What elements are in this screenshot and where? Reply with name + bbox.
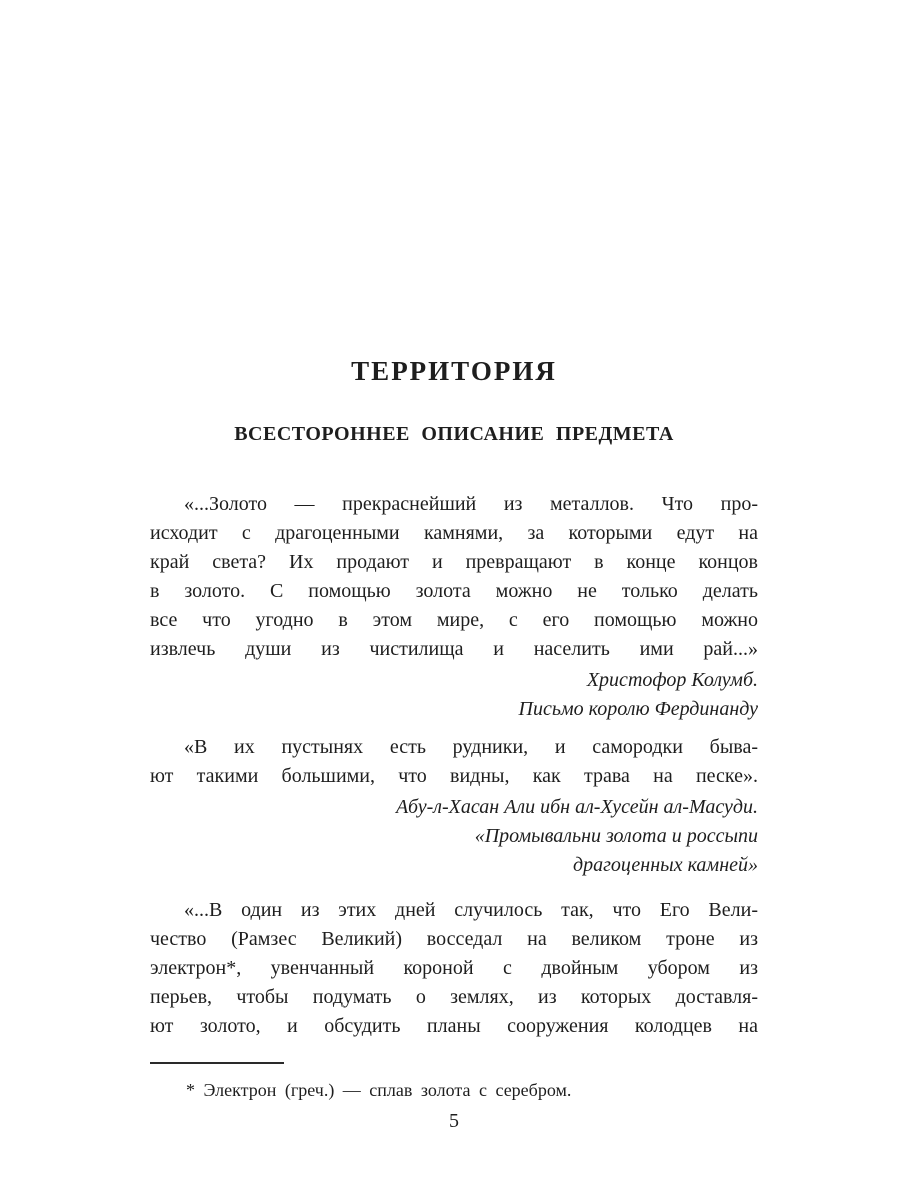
epigraph-attribution-1 (150, 666, 758, 724)
body-paragraph (150, 896, 758, 1041)
text-line: перьев, чтобы подумать о землях, из которых доставля- (150, 986, 758, 1008)
text-line: извлечь души из чистилища и населить ими рай...» (150, 638, 758, 660)
page-title: ТЕРРИТОРИЯ (351, 356, 557, 386)
text-line: все что угодно в этом мире, с его помощью можно (150, 609, 758, 631)
epigraph-quote-1 (150, 490, 758, 664)
text-line: исходит с драгоценными камнями, за которыми едут на (150, 522, 758, 544)
attribution-line: Христофор Колумб. (586, 669, 758, 691)
page-number: 5 (449, 1110, 459, 1132)
epigraph-quote-2 (150, 733, 758, 791)
attribution-line: Письмо королю Фердинанду (518, 698, 758, 720)
footnote-text: * Электрон (греч.) — сплав золота с серебром. (186, 1080, 572, 1100)
attribution-line: «Промывальни золота и россыпи (474, 825, 758, 847)
footnote-divider (150, 1062, 284, 1064)
text-line: «...В один из этих дней случилось так, что Его Вели- (184, 899, 758, 921)
text-line: край света? Их продают и превращают в конце концов (150, 551, 758, 573)
text-line: «...Золото — прекраснейший из металлов. Что про- (184, 493, 758, 515)
attribution-line: Абу-л-Хасан Али ибн ал-Хусейн ал-Масуди. (396, 796, 758, 818)
text-line: в золото. С помощью золота можно не только делать (150, 580, 758, 602)
text-line: ют такими большими, что видны, как трава на песке». (150, 765, 758, 787)
text-line: ют золото, и обсудить планы сооружения колодцев на (150, 1015, 758, 1037)
text-block (150, 356, 758, 1103)
section-heading: ВСЕСТОРОННЕЕ ОПИСАНИЕ ПРЕДМЕТА (234, 423, 674, 445)
text-line: «В их пустынях есть рудники, и самородки быва- (184, 736, 758, 758)
epigraph-attribution-2 (150, 793, 758, 880)
attribution-line: драгоценных камней» (573, 854, 758, 876)
text-line: чество (Рамзес Великий) восседал на великом троне из (150, 928, 758, 950)
text-line: электрон*, увенчанный короной с двойным убором из (150, 957, 758, 979)
